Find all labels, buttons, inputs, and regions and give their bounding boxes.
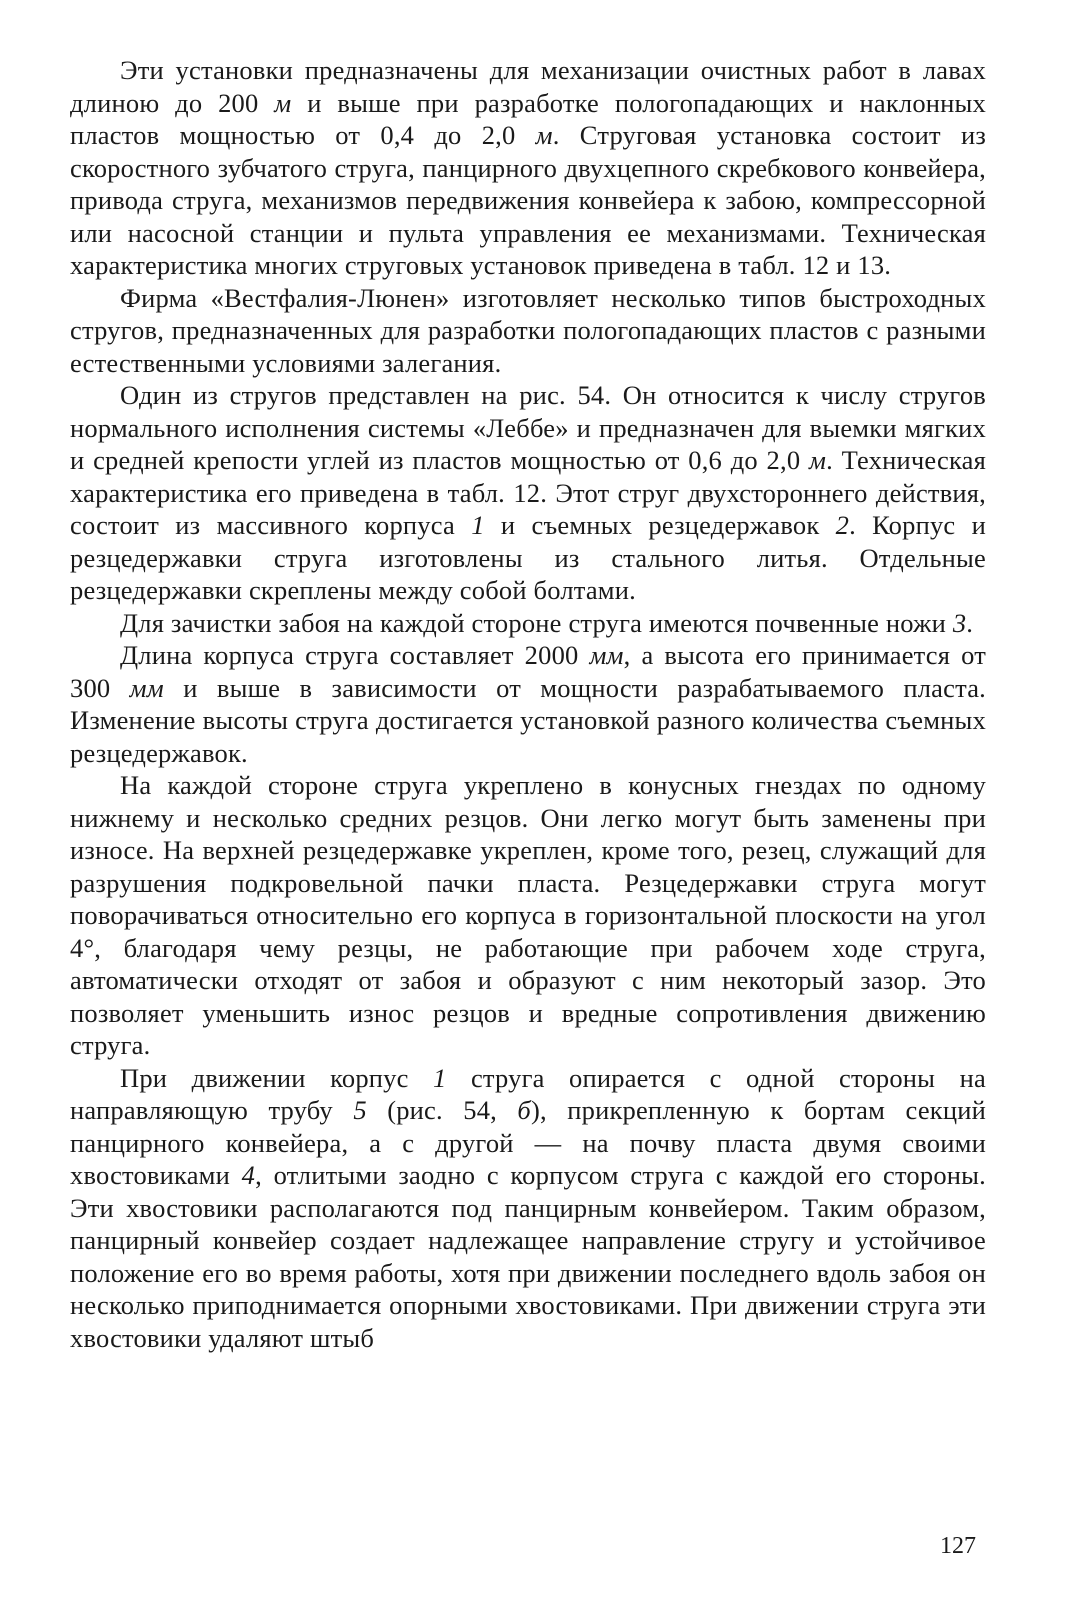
italic-run: 1: [471, 510, 485, 540]
italic-run: мм: [589, 640, 624, 670]
text-run: , отлитыми заодно с корпусом струга с каждой его стороны. Эти хвостовики располагаются под панцирным конвейером. Таким образом, панцирный конвейер создает надлежащее направление стругу и устойчивое положение его во время работы, хотя при движении последнего вдоль забоя он несколько приподнимается опорными хвостовиками. При движении струга эти хвостовики удаляют штыб: [70, 1160, 986, 1353]
italic-run: мм: [129, 672, 164, 703]
page-body: [70, 54, 986, 1354]
italic-run: 3: [952, 607, 967, 638]
paragraph: [70, 282, 986, 380]
text-run: На каждой стороне струга укреплено в конусных гнездах по одному нижнему и несколько средних резцов. Они легко могут быть заменены при износе. На верхней резцедержавке укреплен, кроме того, резец, служащий для разрушения подкровельной пачки пласта. Резцедержавки струга могут поворачиваться относительно его корпуса в горизонтальной плоскости на угол 4°, благодаря чему резцы, не работающие при рабочем ходе струга, автоматически отходят от забоя и образуют с ним некоторый зазор. Это позволяет уменьшить износ резцов и вредные сопротивления движению струга.: [70, 770, 986, 1060]
text-run: , а высота его принимается от 300: [70, 640, 986, 703]
paragraph: [70, 639, 986, 769]
italic-run: м: [274, 87, 292, 118]
text-run: Эти установки предназначены для механизации очистных работ в лавах длиною до 200: [70, 55, 986, 118]
paragraph: [70, 54, 986, 282]
italic-run: 5: [353, 1095, 367, 1125]
paragraph: [70, 1062, 986, 1355]
text-run: Фирма «Вестфалия-Люнен» изготовляет несколько типов быстроходных стругов, предназначенных для разработки пологопадающих пластов с разными естественными условиями залегания.: [70, 282, 986, 378]
italic-run: 1: [433, 1062, 447, 1093]
italic-run: м: [535, 120, 553, 150]
text-run: При движении корпус: [120, 1062, 434, 1093]
text-run: . Струговая установка состоит из скоростного зубчатого струга, панцирного двухцепного скребкового конвейера, привода струга, механизмов передвижения конвейера к забою, компрессорной или насосной станции и пульта управления ее механизмами. Техническая характеристика многих струговых установок приведена в табл. 12 и 13.: [70, 120, 986, 280]
text-run: Длина корпуса струга составляет 2000: [120, 640, 590, 670]
text-run: Для зачистки забоя на каждой стороне струга имеются почвенные ножи: [120, 607, 953, 638]
text-run: струга опирается с одной стороны на направляющую трубу: [70, 1062, 986, 1125]
text-run: (рис. 54,: [366, 1095, 518, 1125]
text-run: и выше при разработке пологопадающих и наклонных пластов мощностью от 0,4 до 2,0: [70, 87, 987, 150]
italic-run: 2: [835, 510, 850, 540]
text-run: .: [966, 607, 974, 638]
text-run: Один из стругов представлен на рис. 54. Он относится к числу стругов нормального исполнения системы «Леббе» и предназначен для выемки мягких и средней крепости углей из пластов мощностью от 0,6 до 2,0: [70, 380, 986, 475]
paragraph: [70, 769, 986, 1062]
italic-run: м: [808, 445, 827, 475]
italic-run: 4: [241, 1160, 256, 1190]
italic-run: б: [517, 1095, 531, 1125]
text-run: и съемных резцедержавок: [484, 510, 836, 540]
text-run: и выше в зависимости от мощности разрабатываемого пласта. Изменение высоты струга достигается установкой разного количества съемных резцедержавок.: [70, 672, 986, 768]
text-run: ), прикрепленную к бортам секций панцирного конвейера, а с другой — на почву пласта двумя своими хвостовиками: [70, 1095, 987, 1190]
paragraph: [70, 607, 986, 640]
text-run: . Техническая характеристика его приведена в табл. 12. Этот струг двухстороннего действия, состоит из массивного корпуса: [70, 445, 986, 540]
paragraph: [70, 379, 986, 607]
page-number: 127: [940, 1533, 976, 1559]
text-run: . Корпус и резцедержавки струга изготовлены из стального литья. Отдельные резцедержавки скреплены между собой болтами.: [70, 510, 986, 605]
